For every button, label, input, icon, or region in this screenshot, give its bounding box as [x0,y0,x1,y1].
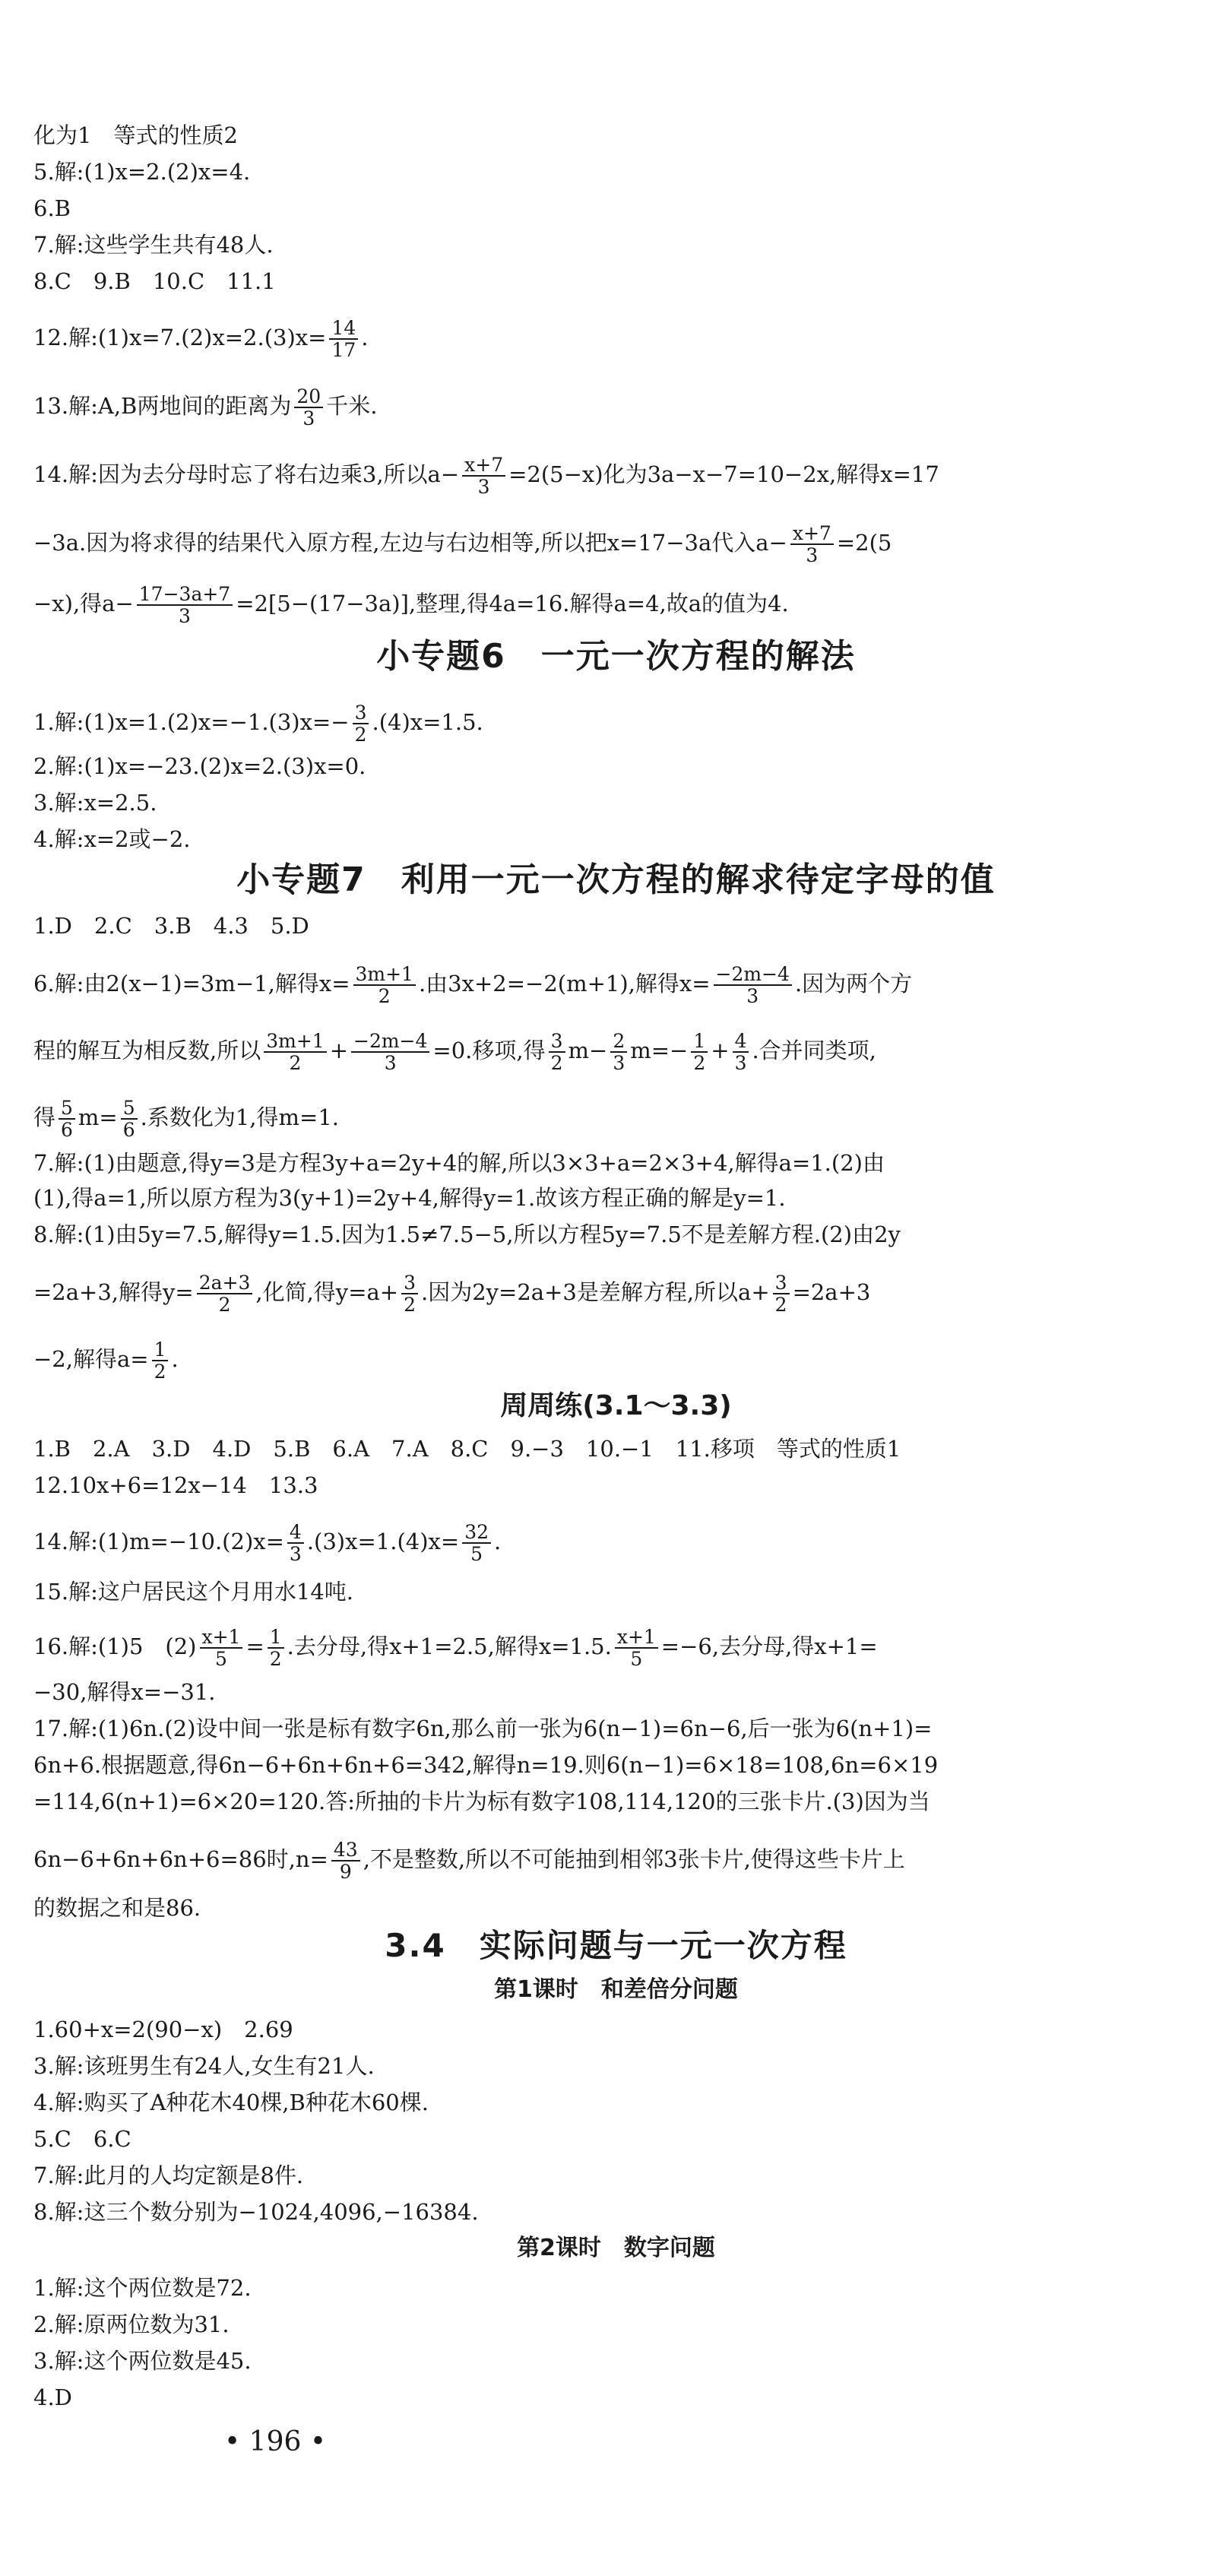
answer-line-q12: 12.解:(1)x=7.(2)x=2.(3)x= $\frac{14}{17}$ . [33,318,369,360]
fraction: $\frac{5}{6}$ [121,1098,138,1140]
answer-line: (1),得a=1,所以原方程为3(y+1)=2y+4,解得y=1.故该方程正确的解是y=1. [33,1185,786,1211]
answer-line: 1.60+x=2(90−x) 2.69 [33,2017,293,2042]
answer-line: 16.解:(1)5 (2) $\frac{x+1}{5}$ = $\frac{1}{2}$ .去分母,得x+1=2.5,解得x=1.5. $\frac{x+1}{5}$ =−6,去分母,得x+1= [33,1627,878,1669]
answer-line: 8.解:这三个数分别为−1024,4096,−16384. [33,2199,479,2225]
answer-line: 4.D [33,2384,72,2410]
answer-line: −30,解得x=−31. [33,1679,216,1705]
answer-line: 3.解:x=2.5. [33,790,157,816]
answer-line: 5.解:(1)x=2.(2)x=4. [33,159,251,185]
fraction: $\frac{1}{2}$ [691,1031,708,1073]
answer-line-q6: 程的解互为相反数,所以 $\frac{3m+1}{2}$ + $\frac{-2m-4}{3}$ =0.移项,得 $\frac{3}{2}$ m− $\frac{2}{3}$ m=− $\frac{1}{2}$ + $\frac{4}{3}$ .合并同类项, [33,1031,876,1073]
answer-line-q14: 14.解:因为去分母时忘了将右边乘3,所以a− $\frac{x+7}{3}$ =2(5−x)化为3a−x−7=10−2x,解得x=17 [33,455,939,497]
fraction: $\frac{x+1}{5}$ [615,1627,658,1669]
answer-line: 7.解:这些学生共有48人. [33,232,274,258]
section-heading: 3.4 实际问题与一元一次方程 [385,1927,847,1964]
fraction: $\frac{3}{2}$ [353,702,369,745]
answer-line: 8.解:(1)由5y=7.5,解得y=1.5.因为1.5≠7.5−5,所以方程5y=7.5不是差解方程.(2)由2y [33,1221,901,1247]
fraction: $\frac{4}{3}$ [287,1522,304,1564]
answer-line-q6: 得 $\frac{5}{6}$ m= $\frac{5}{6}$ .系数化为1,得m=1. [33,1098,339,1140]
answer-line-q8: =2a+3,解得y= $\frac{2a+3}{2}$ ,化简,得y=a+ $\frac{3}{2}$ .因为2y=2a+3是差解方程,所以a+ $\frac{3}{2}$ =2a+3 [33,1272,871,1315]
fraction: $\frac{3}{2}$ [549,1031,565,1073]
section-heading: 周周练(3.1～3.3) [500,1390,732,1421]
answer-line: 6n−6+6n+6n+6=86时,n= $\frac{43}{9}$ ,不是整数,所以不可能抽到相邻3张卡片,使得这些卡片上 [33,1839,905,1882]
fraction: $\frac{1}{2}$ [268,1627,284,1669]
fraction: $\frac{3m+1}{2}$ [264,1031,326,1073]
fraction: $\frac{32}{5}$ [462,1522,491,1564]
answer-line: 5.C 6.C [33,2126,131,2152]
answer-line: 1.解:这个两位数是72. [33,2275,252,2301]
fraction: $\frac{3}{2}$ [773,1272,790,1315]
answer-line: 的数据之和是86. [33,1895,201,1921]
section-heading: 小专题7 利用一元一次方程的解求待定字母的值 [236,860,996,899]
answer-line-q14: −x),得a− $\frac{17-3a+7}{3}$ =2[5−(17−3a)],整理,得4a=16.解得a=4,故a的值为4. [33,584,789,626]
section-heading: 小专题6 一元一次方程的解法 [376,637,856,676]
page-number: • 196 • [224,2426,327,2457]
answer-line: 1.解:(1)x=1.(2)x=−1.(3)x=− $\frac{3}{2}$ .(4)x=1.5. [33,702,483,745]
answer-line: 14.解:(1)m=−10.(2)x= $\frac{4}{3}$ .(3)x=1.(4)x= $\frac{32}{5}$ . [33,1522,502,1564]
answer-line-q14: −3a.因为将求得的结果代入原方程,左边与右边相等,所以把x=17−3a代入a− $\frac{x+7}{3}$ =2(5 [33,523,892,566]
fraction: $\frac{2}{3}$ [610,1031,627,1073]
answer-line: 1.D 2.C 3.B 4.3 5.D [33,913,309,939]
fraction: $\frac{-2m-4}{3}$ [714,964,792,1006]
answer-line: 4.解:购买了A种花木40棵,B种花木60棵. [33,2090,429,2115]
fraction: $\frac{20}{3}$ [294,386,323,429]
answer-line: 6n+6.根据题意,得6n−6+6n+6n+6=342,解得n=19.则6(n−1)=6×18=108,6n=6×19 [33,1752,939,1778]
answer-line: 化为1 等式的性质2 [33,122,238,148]
answer-line: 15.解:这户居民这个月用水14吨. [33,1579,354,1605]
fraction: $\frac{x+7}{3}$ [790,523,834,566]
answer-line: 3.解:该班男生有24人,女生有21人. [33,2053,375,2079]
answer-line: 8.C 9.B 10.C 11.1 [33,268,276,294]
fraction: $\frac{-2m-4}{3}$ [351,1031,429,1073]
answer-line: =114,6(n+1)=6×20=120.答:所抽的卡片为标有数字108,114,120的三张卡片.(3)因为当 [33,1789,930,1814]
fraction: $\frac{3}{2}$ [401,1272,418,1315]
fraction: $\frac{14}{17}$ [329,318,358,360]
answer-line: 2.解:原两位数为31. [33,2311,230,2337]
subsection-heading: 第2课时 数字问题 [517,2235,715,2261]
answer-line: 1.B 2.A 3.D 4.D 5.B 6.A 7.A 8.C 9.−3 10.−1 11.移项 等式的性质1 [33,1436,901,1462]
answer-line-q8: −2,解得a= $\frac{1}{2}$ . [33,1339,179,1382]
fraction: $\frac{43}{9}$ [331,1839,360,1882]
fraction: $\frac{x+1}{5}$ [200,1627,243,1669]
answer-line: 2.解:(1)x=−23.(2)x=2.(3)x=0. [33,753,366,779]
answer-line: 3.解:这个两位数是45. [33,2348,252,2374]
answer-line: 6.B [33,195,71,221]
answer-line: 12.10x+6=12x−14 13.3 [33,1472,318,1498]
answer-line: 4.解:x=2或−2. [33,826,191,852]
answer-line-q6: 6.解:由2(x−1)=3m−1,解得x= $\frac{3m+1}{2}$ .由3x+2=−2(m+1),解得x= $\frac{-2m-4}{3}$ .因为两个方 [33,964,913,1006]
fraction: $\frac{1}{2}$ [152,1339,169,1382]
fraction: $\frac{17-3a+7}{3}$ [137,584,233,626]
fraction: $\frac{2a+3}{2}$ [197,1272,253,1315]
subsection-heading: 第1课时 和差倍分问题 [494,1976,738,2003]
fraction: $\frac{5}{6}$ [59,1098,75,1140]
answer-line: 17.解:(1)6n.(2)设中间一张是标有数字6n,那么前一张为6(n−1)=6n−6,后一张为6(n+1)= [33,1716,933,1741]
answer-line-q13: 13.解:A,B两地间的距离为 $\frac{20}{3}$ 千米. [33,386,378,429]
fraction: $\frac{x+7}{3}$ [462,455,505,497]
fraction: $\frac{3m+1}{2}$ [353,964,416,1006]
fraction: $\frac{4}{3}$ [733,1031,749,1073]
answer-line: 7.解:此月的人均定额是8件. [33,2163,304,2188]
answer-line: 7.解:(1)由题意,得y=3是方程3y+a=2y+4的解,所以3×3+a=2×3+4,解得a=1.(2)由 [33,1150,885,1176]
